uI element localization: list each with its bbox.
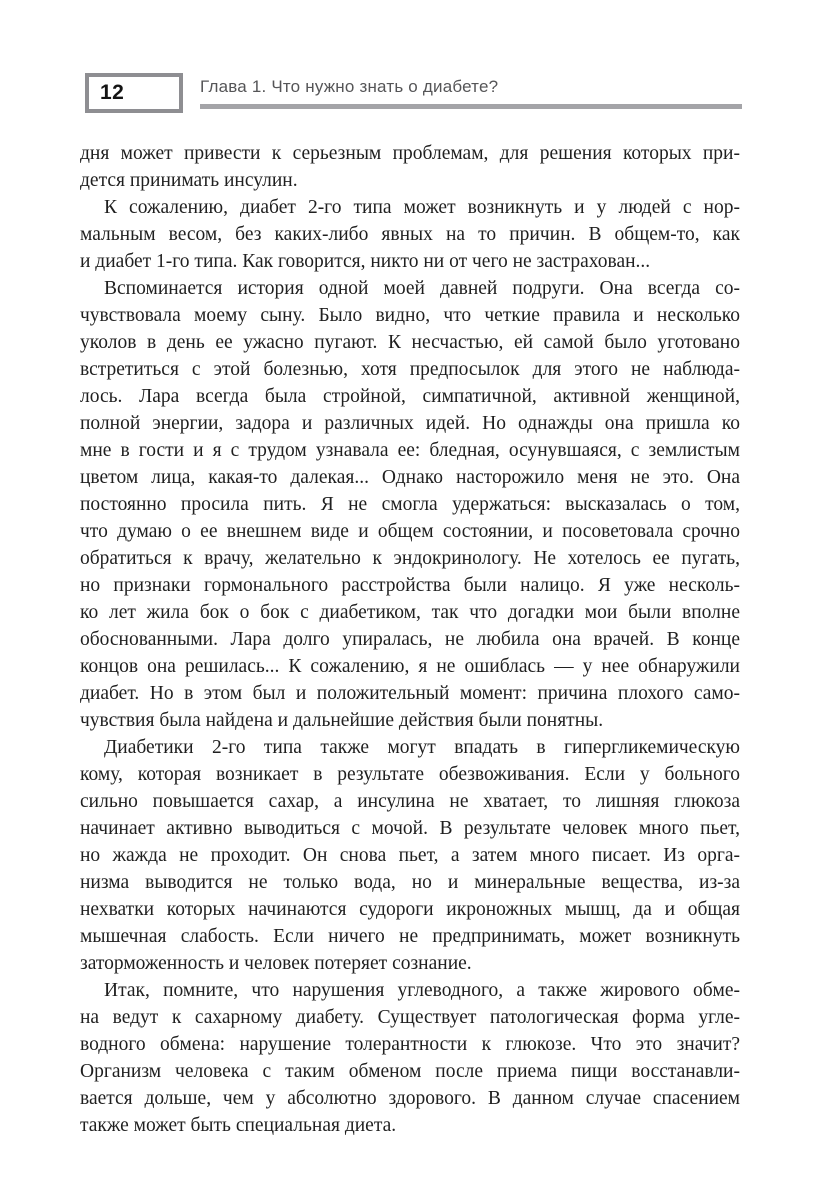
text-line: и диабет 1-го типа. Как говорится, никто ни от чего не застрахован... [80, 251, 651, 272]
text-line: лось. Лара всегда была стройной, симпатичной, активной женщиной, [80, 386, 740, 407]
text-line: на ведут к сахарному диабету. Существует патологическая форма угле- [80, 1007, 740, 1028]
paragraph [80, 275, 740, 734]
text-line: сильно повышается сахар, а инсулина не хватает, то лишняя глюкоза [80, 791, 740, 812]
text-line: низма выводится не только вода, но и минеральные вещества, из-за [80, 872, 740, 893]
text-line: мне в гости и я с трудом узнавала ее: бледная, осунувшаяся, с землистым [80, 440, 740, 461]
text-line: Диабетики 2-го типа также могут впадать в гипергликемическую [104, 737, 740, 758]
header-rule [200, 104, 742, 109]
text-line: чувствия была найдена и дальнейшие действия были понятны. [80, 710, 604, 731]
text-line: Организм человека с таким обменом после приема пищи восстанавли- [80, 1061, 740, 1082]
paragraph [80, 194, 740, 275]
text-line: дется принимать инсулин. [80, 170, 298, 191]
text-line: мальным весом, без каких-либо явных на то причин. В общем-то, как [80, 224, 740, 245]
text-line: кому, которая возникает в результате обезвоживания. Если у больного [80, 764, 740, 785]
body-text [80, 140, 740, 1139]
text-line: обоснованными. Лара долго упиралась, не любила она врачей. В конце [80, 629, 740, 650]
text-line: обратиться к врачу, желательно к эндокринологу. Не хотелось ее пугать, [80, 548, 740, 569]
text-line: уколов в день ее ужасно пугают. К несчастью, ей самой было уготовано [80, 332, 740, 353]
page-number-box [85, 73, 183, 113]
text-line: но жажда не проходит. Он снова пьет, а затем много писает. Из орга- [80, 845, 740, 866]
text-line: начинает активно выводиться с мочой. В результате человек много пьет, [80, 818, 740, 839]
running-head-chapter-title: Глава 1. Что нужно знать о диабете? [200, 77, 499, 96]
text-line: Итак, помните, что нарушения углеводного, а также жирового обме- [104, 980, 740, 1001]
paragraph [80, 140, 740, 194]
text-line: постоянно просила пить. Я не смогла удержаться: высказалась о том, [80, 494, 740, 515]
paragraph [80, 734, 740, 977]
text-line: водного обмена: нарушение толерантности к глюкозе. Что это значит? [80, 1034, 740, 1055]
page-number: 12 [100, 81, 125, 104]
text-line: диабет. Но в этом был и положительный момент: причина плохого само- [80, 683, 740, 704]
text-line: дня может привести к серьезным проблемам, для решения которых при- [80, 143, 740, 164]
text-line: что думаю о ее внешнем виде и общем состоянии, и посоветовала срочно [80, 521, 740, 542]
text-line: концов она решилась... К сожалению, я не ошиблась — у нее обнаружили [80, 656, 740, 677]
text-line: Вспоминается история одной моей давней подруги. Она всегда со- [104, 278, 740, 299]
text-line: встретиться с этой болезнью, хотя предпосылок для этого не наблюда- [80, 359, 740, 380]
text-line: заторможенность и человек потеряет сознание. [80, 953, 472, 974]
text-line: ко лет жила бок о бок с диабетиком, так что догадки мои были вполне [80, 602, 740, 623]
text-line: мышечная слабость. Если ничего не предпринимать, может возникнуть [80, 926, 740, 947]
text-line: также может быть специальная диета. [80, 1115, 397, 1136]
text-line: но признаки гормонального расстройства были налицо. Я уже несколь- [80, 575, 740, 596]
text-line: чувствовала моему сыну. Было видно, что четкие правила и несколько [80, 305, 740, 326]
text-line: нехватки которых начинаются судороги икроножных мышц, да и общая [80, 899, 740, 920]
paragraph [80, 977, 740, 1139]
text-line: вается дольше, чем у абсолютно здорового. В данном случае спасением [80, 1088, 740, 1109]
text-line: цветом лица, какая-то далекая... Однако насторожило меня не это. Она [80, 467, 740, 488]
text-line: полной энергии, задора и различных идей. Но однажды она пришла ко [80, 413, 740, 434]
text-line: К сожалению, диабет 2-го типа может возникнуть и у людей с нор- [104, 197, 740, 218]
